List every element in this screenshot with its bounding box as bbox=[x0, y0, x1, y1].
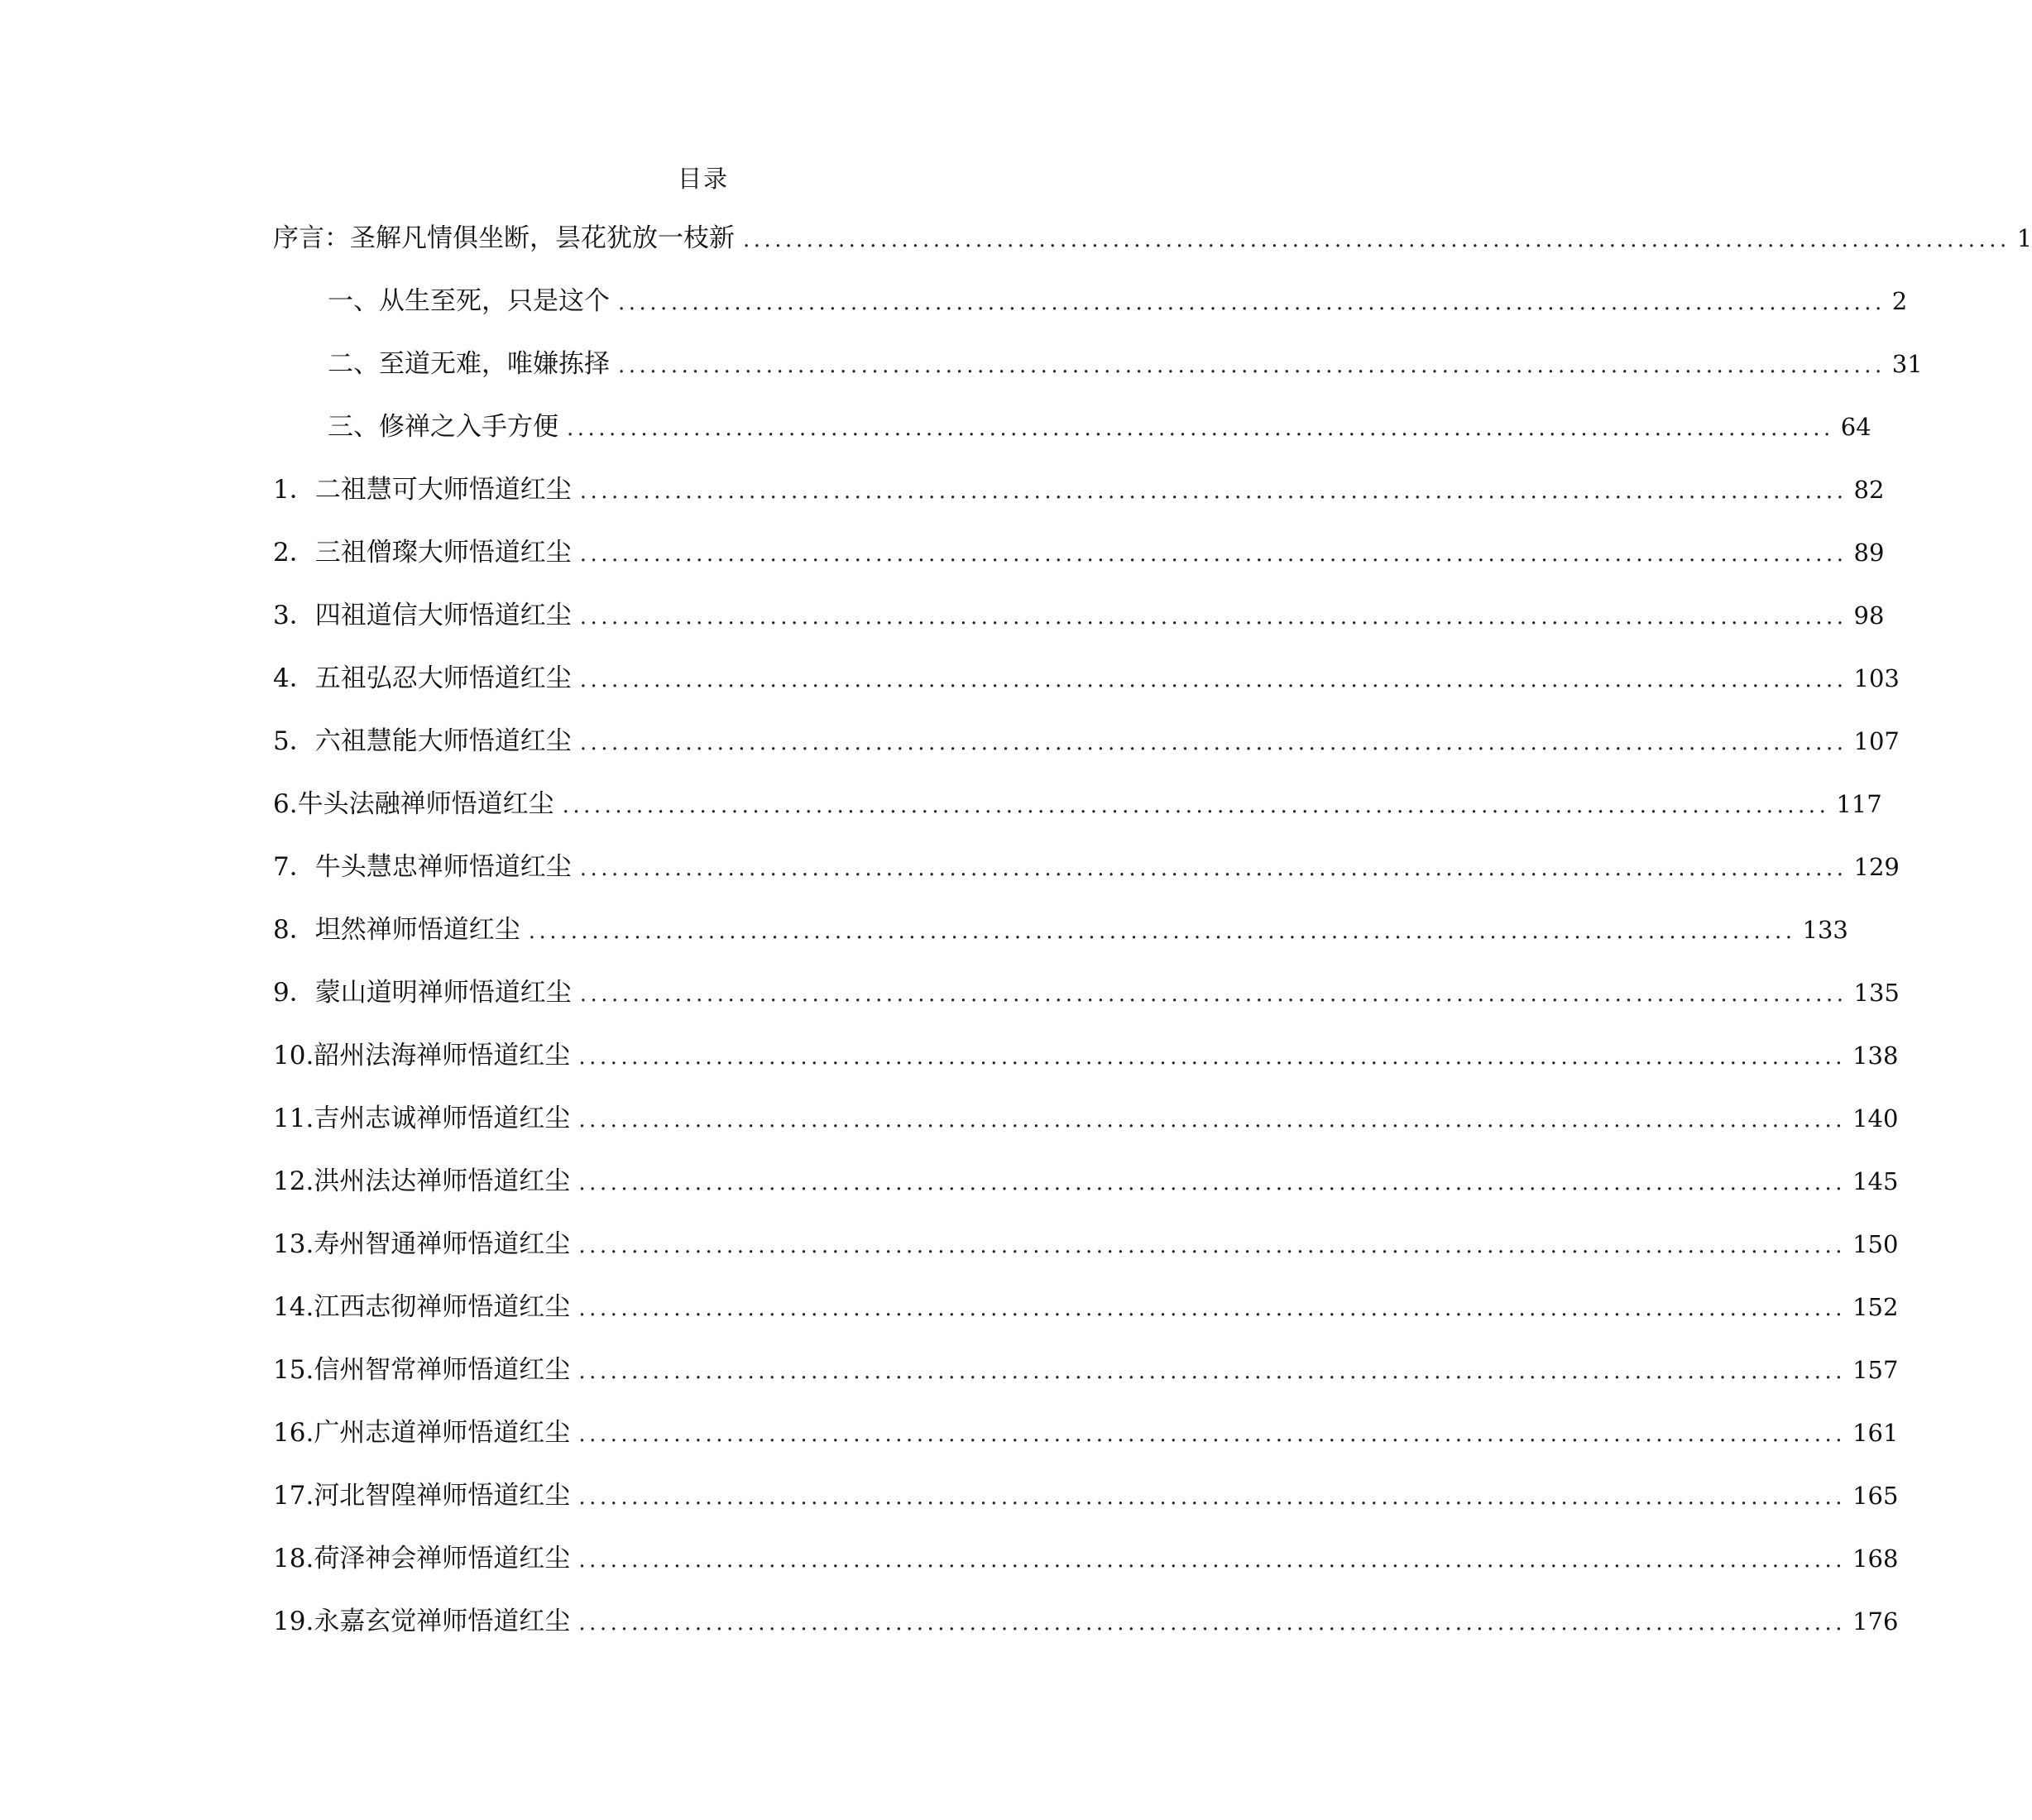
toc-entry-page-number: 129 bbox=[1853, 853, 1900, 881]
toc-entry-number: 10. bbox=[273, 1041, 314, 1070]
dot-leader: ........................................................................................................................ bbox=[618, 353, 1886, 378]
toc-entry[interactable] bbox=[273, 788, 1882, 850]
toc-entry-number: 13. bbox=[273, 1229, 314, 1259]
dot-leader: ........................................................................................................................ bbox=[578, 1359, 1847, 1384]
toc-entry-number: 6. bbox=[273, 789, 298, 819]
toc-entry-number: 4． bbox=[273, 663, 315, 693]
dot-leader: ........................................................................................................................ bbox=[579, 605, 1847, 630]
dot-leader: ........................................................................................................................ bbox=[579, 479, 1847, 504]
toc-entry-title: 六祖慧能大师悟道红尘 bbox=[314, 726, 572, 756]
toc-entry-page-number: 135 bbox=[1853, 979, 1900, 1007]
toc-entry-title: 永嘉玄觉禅师悟道红尘 bbox=[314, 1607, 571, 1636]
toc-entry-page-number: 103 bbox=[1853, 664, 1900, 692]
toc-entry-title: 蒙山道明禅师悟道红尘 bbox=[314, 978, 572, 1008]
toc-entry[interactable] bbox=[273, 347, 1923, 410]
toc-entry-title: 三祖僧璨大师悟道红尘 bbox=[314, 538, 572, 568]
toc-entry[interactable] bbox=[273, 1479, 1899, 1542]
toc-entry-title: 河北智隍禅师悟道红尘 bbox=[314, 1481, 571, 1511]
toc-entry[interactable] bbox=[273, 1102, 1899, 1165]
dot-leader: ........................................................................................................................ bbox=[578, 1171, 1847, 1195]
dot-leader: ........................................................................................................................ bbox=[578, 1296, 1847, 1321]
toc-entry[interactable] bbox=[273, 662, 1900, 725]
toc-entry-title: 二、至道无难，唯嫌拣择 bbox=[328, 349, 610, 379]
dot-leader: ........................................................................................................................ bbox=[578, 1045, 1847, 1070]
toc-entry-number: 19. bbox=[273, 1607, 314, 1636]
toc-entry-number: 17. bbox=[273, 1481, 314, 1511]
toc-entry-title: 江西志彻禅师悟道红尘 bbox=[314, 1292, 571, 1322]
toc-entry[interactable] bbox=[273, 1416, 1899, 1479]
toc-entry-number: 11. bbox=[273, 1104, 314, 1133]
toc-entry-page-number: 168 bbox=[1852, 1545, 1899, 1573]
toc-entry-title: 广州志道禅师悟道红尘 bbox=[314, 1418, 571, 1448]
toc-entry-page-number: 152 bbox=[1852, 1293, 1899, 1321]
dot-leader: ........................................................................................................................ bbox=[528, 919, 1796, 944]
toc-entry[interactable] bbox=[273, 1228, 1899, 1291]
toc-entry[interactable] bbox=[273, 222, 2032, 285]
toc-entry[interactable] bbox=[273, 473, 1885, 536]
dot-leader: ........................................................................................................................ bbox=[618, 290, 1886, 315]
toc-entry-title: 寿州智通禅师悟道红尘 bbox=[314, 1229, 571, 1259]
toc-list bbox=[273, 222, 2032, 1668]
toc-entry-number: 8． bbox=[273, 915, 315, 945]
toc-entry-title: 一、从生至死，只是这个 bbox=[328, 286, 610, 316]
toc-entry[interactable] bbox=[273, 599, 1885, 662]
toc-entry[interactable] bbox=[273, 1165, 1899, 1228]
toc-entry[interactable] bbox=[273, 1542, 1899, 1605]
toc-entry[interactable] bbox=[273, 536, 1885, 599]
toc-entry-number: 3． bbox=[273, 601, 315, 630]
toc-entry[interactable] bbox=[273, 1605, 1899, 1668]
dot-leader: ........................................................................................................................ bbox=[578, 1611, 1847, 1636]
toc-entry-page-number: 1 bbox=[2016, 224, 2032, 252]
toc-entry-page-number: 31 bbox=[1891, 350, 1923, 378]
dot-leader: ........................................................................................................................ bbox=[579, 856, 1847, 881]
toc-entry-page-number: 140 bbox=[1852, 1104, 1899, 1133]
toc-entry-page-number: 138 bbox=[1852, 1042, 1899, 1070]
toc-entry-page-number: 82 bbox=[1853, 476, 1885, 504]
dot-leader: ........................................................................................................................ bbox=[743, 228, 2010, 252]
toc-entry-page-number: 107 bbox=[1853, 727, 1900, 755]
dot-leader: ........................................................................................................................ bbox=[579, 668, 1847, 692]
toc-entry-page-number: 64 bbox=[1840, 413, 1871, 441]
toc-entry-title: 荷泽神会禅师悟道红尘 bbox=[314, 1544, 571, 1573]
toc-entry-number: 12. bbox=[273, 1166, 314, 1196]
toc-entry[interactable] bbox=[273, 1039, 1899, 1102]
toc-entry-page-number: 150 bbox=[1852, 1230, 1899, 1258]
dot-leader: ........................................................................................................................ bbox=[578, 1485, 1847, 1510]
toc-entry-number: 9． bbox=[273, 978, 315, 1008]
dot-leader: ........................................................................................................................ bbox=[579, 730, 1847, 755]
dot-leader: ........................................................................................................................ bbox=[562, 793, 1830, 818]
toc-entry-title: 序言：圣解凡情俱坐断，昙花犹放一枝新 bbox=[273, 223, 735, 253]
toc-entry[interactable] bbox=[273, 976, 1900, 1039]
toc-entry-title: 三、修禅之入手方便 bbox=[328, 412, 558, 442]
toc-entry-title: 牛头法融禅师悟道红尘 bbox=[297, 789, 554, 819]
dot-leader: ........................................................................................................................ bbox=[579, 982, 1847, 1007]
toc-entry-number: 15. bbox=[273, 1355, 314, 1385]
toc-entry-number: 14. bbox=[273, 1292, 314, 1322]
toc-entry[interactable] bbox=[273, 913, 1848, 976]
toc-title: 目录 bbox=[677, 165, 729, 193]
toc-entry-page-number: 2 bbox=[1891, 287, 1908, 315]
toc-entry-title: 韶州法海禅师悟道红尘 bbox=[314, 1041, 571, 1070]
toc-entry-number: 1． bbox=[273, 475, 315, 505]
toc-entry-page-number: 98 bbox=[1853, 601, 1885, 630]
toc-entry-title: 四祖道信大师悟道红尘 bbox=[314, 601, 572, 630]
toc-entry-page-number: 145 bbox=[1852, 1167, 1899, 1195]
toc-entry-number: 7． bbox=[273, 852, 315, 882]
toc-entry[interactable] bbox=[273, 850, 1900, 913]
toc-entry-title: 坦然禅师悟道红尘 bbox=[314, 915, 520, 945]
toc-entry[interactable] bbox=[273, 725, 1900, 788]
toc-entry-number: 16. bbox=[273, 1418, 314, 1448]
dot-leader: ........................................................................................................................ bbox=[579, 542, 1847, 567]
toc-entry-title: 二祖慧可大师悟道红尘 bbox=[314, 475, 572, 505]
toc-entry[interactable] bbox=[273, 410, 1871, 473]
toc-entry-title: 五祖弘忍大师悟道红尘 bbox=[314, 663, 572, 693]
dot-leader: ........................................................................................................................ bbox=[578, 1108, 1847, 1133]
toc-entry[interactable] bbox=[273, 285, 1908, 347]
toc-entry-number: 18. bbox=[273, 1544, 314, 1573]
toc-entry-title: 洪州法达禅师悟道红尘 bbox=[314, 1166, 571, 1196]
toc-entry-title: 牛头慧忠禅师悟道红尘 bbox=[314, 852, 572, 882]
toc-entry-title: 信州智常禅师悟道红尘 bbox=[314, 1355, 571, 1385]
dot-leader: ........................................................................................................................ bbox=[578, 1422, 1847, 1447]
toc-entry-title: 吉州志诚禅师悟道红尘 bbox=[314, 1104, 571, 1133]
dot-leader: ........................................................................................................................ bbox=[578, 1548, 1847, 1573]
toc-entry-page-number: 133 bbox=[1802, 916, 1848, 944]
toc-entry[interactable] bbox=[273, 1291, 1899, 1353]
toc-entry-page-number: 117 bbox=[1836, 790, 1882, 818]
toc-entry-number: 5． bbox=[273, 726, 315, 756]
toc-entry-page-number: 165 bbox=[1852, 1482, 1899, 1510]
toc-entry[interactable] bbox=[273, 1353, 1899, 1416]
toc-entry-page-number: 176 bbox=[1852, 1607, 1899, 1636]
toc-entry-page-number: 161 bbox=[1852, 1419, 1899, 1447]
dot-leader: ........................................................................................................................ bbox=[578, 1233, 1847, 1258]
toc-entry-number: 2． bbox=[273, 538, 315, 568]
dot-leader: ........................................................................................................................ bbox=[567, 416, 1834, 441]
toc-entry-page-number: 157 bbox=[1852, 1356, 1899, 1384]
toc-entry-page-number: 89 bbox=[1853, 539, 1885, 567]
